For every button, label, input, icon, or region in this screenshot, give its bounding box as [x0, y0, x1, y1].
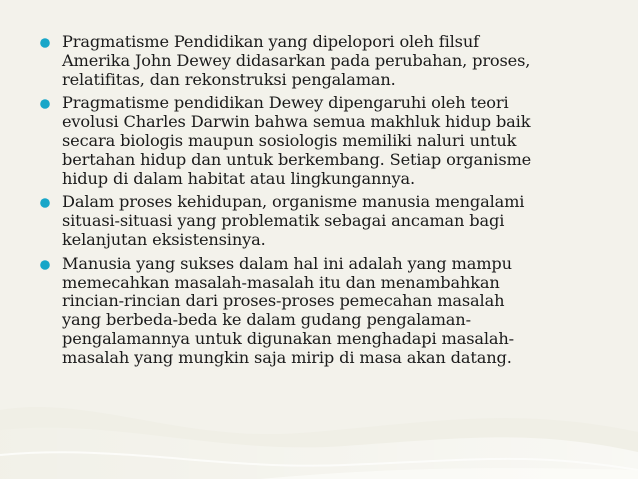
circle-bullet-icon [38, 97, 52, 111]
paragraph-3-line-3: kelanjutan eksistensinya. [62, 229, 266, 249]
bullet-item-1 [36, 33, 596, 89]
paragraph-1-line-1: Pragmatisme Pendidikan yang dipelopori oleh filsuf [62, 32, 479, 51]
circle-bullet-icon [38, 258, 52, 272]
paragraph-4-line-1: Manusia yang sukses dalam hal ini adalah yang mampu [62, 253, 512, 273]
paragraph-2-line-3: secara biologis maupun sosiologis memiliki naluri untuk [62, 130, 517, 150]
paragraph-2-line-2: evolusi Charles Darwin bahwa semua makhluk hidup baik [62, 112, 531, 132]
paragraph-2-line-4: bertahan hidup dan untuk berkembang. Setiap organisme [62, 149, 532, 169]
paragraph-4-line-2: memecahkan masalah-masalah itu dan menambahkan [62, 272, 500, 292]
bullet-item-3 [36, 193, 596, 249]
paragraph-2-line-5: hidup di dalam habitat atau lingkungannya. [62, 168, 416, 188]
paragraph-3-line-1: Dalam proses kehidupan, organisme manusia mengalami [62, 192, 525, 212]
paragraph-4-line-5: pengalamannya untuk digunakan menghadapi masalah- [62, 328, 514, 348]
bullet-list [36, 33, 596, 373]
paragraph-1-line-2: Amerika John Dewey didasarkan pada perubahan, proses, [62, 50, 531, 70]
paragraph-4-line-6: masalah yang mungkin saja mirip di masa akan datang. [62, 347, 512, 367]
bullet-item-4 [36, 255, 596, 368]
bullet-item-2 [36, 94, 596, 188]
paragraph-2-line-1: Pragmatisme pendidikan Dewey dipengaruhi oleh teori [62, 93, 509, 113]
paragraph-1-line-3: relatifitas, dan rekonstruksi pengalaman. [62, 69, 396, 89]
paragraph-4-line-3: rincian-rincian dari proses-proses pemecahan masalah [62, 291, 505, 311]
circle-bullet-icon [38, 196, 52, 210]
paragraph-3-line-2: situasi-situasi yang problematik sebagai ancaman bagi [62, 211, 505, 231]
paragraph-4-line-4: yang berbeda-beda ke dalam gudang pengalaman- [62, 310, 471, 330]
circle-bullet-icon [38, 36, 52, 50]
